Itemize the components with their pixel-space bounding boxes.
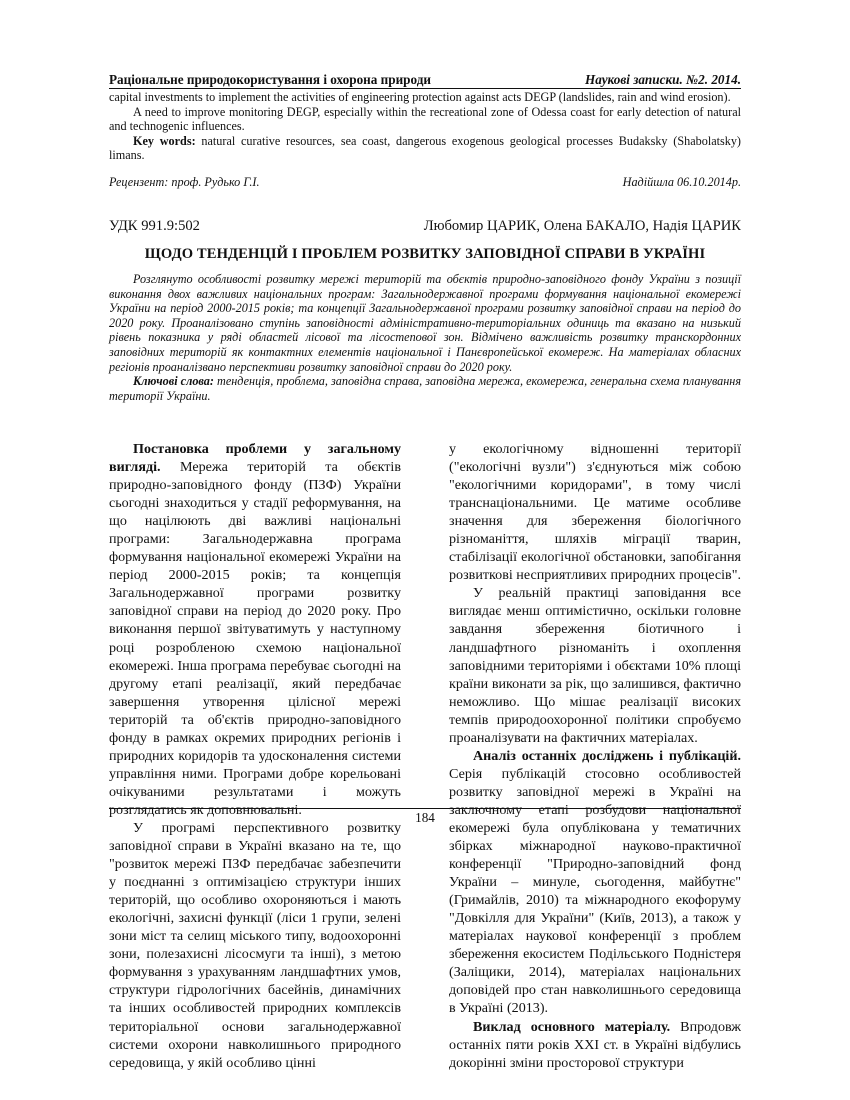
- body-paragraph: у екологічному відношенні території ("екологічні вузли") з'єднуються між собою "екологічними коридорами", в тому числі транснаціональними. Це матиме особливе значення для збереження біологічного різноманіття, шляхів міграції тварин, стабілізації екологічної обстановки, запобігання розвиткові несприятливих природних процесів".: [449, 441, 741, 584]
- keywords-label: Ключові слова:: [133, 374, 214, 389]
- keywords-text: тенденція, проблема, заповідна справа, заповідна мережа, екомережа, генеральна схема планування території України.: [109, 374, 742, 403]
- prev-abstract-paragraph: capital investments to implement the activities of engineering protection against acts DEGP (landslides, rain and wind erosion).: [109, 90, 731, 104]
- prev-keywords-label: Key words:: [133, 133, 196, 148]
- prev-keywords: [109, 134, 741, 163]
- article-body: [109, 440, 741, 1072]
- footer-rule: [109, 808, 741, 809]
- journal-issue: Наукові записки. №2. 2014.: [585, 72, 741, 87]
- received-date: Надійшла 06.10.2014р.: [622, 174, 741, 189]
- section-heading: Аналіз останніх досліджень і публікацій.: [473, 747, 741, 764]
- paragraph-text: Мережа територій та обєктів природно-заповідного фонду (ПЗФ) України сьогодні знаходиться у стадії реформування, на що націлюють дві важливі національні програми: Загальнодержавна програма формування національної екомережі України на період 2000-2015 років; та концепція Загальнодержавної програми розвитку заповідної справи на період до 2020 року. Про виконання першої звітуватимуть у наступному році розробленою схемою національної екомережі. Інша програма перебуває сьогодні на другому етапі реалізації, який передбачає завершення утворення цілісної мережі територій та об'єктів природно-заповідного фонду в рамках окремих природних регіонів і природних коридорів та удосконалення системи управління ними. Програми добре корельовані очікуваними результатами і можуть розглядатись як доповнювальні.: [109, 459, 401, 818]
- body-paragraph: У реальній практиці заповідання все виглядає менш оптимістично, оскільки головне завдання збереження біотичного і ландшафтного різноманіть і охоплення заповідними територіями і обєктами 10% площі країни виконати за рік, що залишився, фактично неможливо. Що мішає реалізації високих темпів природоохоронної політики спробуємо проаналізувати на фактичних матеріалах.: [449, 585, 741, 746]
- abstract-text: Розглянуто особливості розвитку мережі територій та обєктів природно-заповідного фонду України з позиції виконання двох важливих національних програм: Загальнодержавної програми формування національної екомережі України на період 2000-2015 років; та концепції Загальнодержавної програми розвитку заповідної справи на період до 2020 року. Проаналізовано ступінь заповідності адміністративно-територіальних одиниць та вказано на низький рівень показника у ряді областей лісової та лісостепової зон. Відмічено важливість розвитку транскордонних заповідних територій як контактних елементів національної і Панєвропейської екомереж. На матеріалах обласних регіонів проаналізвано перспективи розвитку заповідної справи до 2020 року.: [109, 271, 741, 374]
- article-meta: [109, 218, 741, 235]
- body-paragraph: [449, 1018, 741, 1072]
- running-header: [109, 72, 741, 89]
- keywords: [109, 374, 741, 403]
- review-info: [109, 175, 741, 190]
- page-number: 184: [415, 810, 435, 825]
- prev-abstract-paragraph: A need to improve monitoring DEGP, especially within the recreational zone of Odessa coast for early detection of natural and technogenic influences.: [109, 104, 741, 134]
- right-column: [449, 440, 741, 1072]
- authors: Любомир ЦАРИК, Олена БАКАЛО, Надія ЦАРИК: [423, 217, 741, 234]
- article-title: ЩОДО ТЕНДЕНЦІЙ І ПРОБЛЕМ РОЗВИТКУ ЗАПОВІДНОЇ СПРАВИ В УКРАЇНІ: [144, 245, 706, 262]
- prev-keywords-text: natural curative resources, sea coast, dangerous exogenous geological processes Budaksky (Shabolatsky) limans.: [109, 133, 741, 163]
- journal-section-title: Раціональне природокористування і охорона природи: [109, 72, 431, 87]
- reviewer: Рецензент: проф. Рудько Г.І.: [109, 174, 260, 189]
- body-paragraph: У програмі перспективного розвитку заповідної справи в Україні вказано на те, що "розвиток мережі ПЗФ передбачає забезпечити у поєднанні з оптимізацією структури інших територій, що особливо охороняються і мають екологічні, захисні функції (ліси 1 групи, зелені зони міст та селищ міського типу, водоохоронні зони, полезахисні лісосмуги та інші), з метою формування з урахуванням ландшафтних умов, структури гідрологічних басейнів, динамічних та інших особливостей природних комплексів територіальної основи загальнодержавної системи охорони навколишнього природного середовища, у якій особливо цінні: [109, 819, 401, 1071]
- previous-article-abstract-end: [109, 90, 741, 163]
- body-paragraph: [449, 747, 741, 1018]
- body-paragraph: [109, 440, 401, 819]
- page: [109, 72, 741, 403]
- udk-code: УДК 991.9:502: [109, 217, 200, 234]
- section-heading: Постановка проблеми у загальному вигляді.: [109, 441, 401, 476]
- article-abstract: [109, 272, 741, 403]
- paragraph-text: Впродовж останніх пяти років ХХІ ст. в Україні відбулись докорінні зміни просторової структури: [449, 1018, 742, 1071]
- paragraph-text: Серія публікацій стосовно особливостей розвитку заповідної мережі в Україні на заключному етапі розбудови національної екомережі була опублікована у тематичних збірках міжнародної науково-практичної конференції "Природно-заповідний фонд України – минуле, сьогодення, майбутнє" (Гримайлів, 2010) та міжнародного екофоруму "Довкілля для України" (Київ, 2013), а також у матеріалах наукової конференції з проблем збереження екосистем Подільського Поднiстеря (Заліщики, 2014), матеріалах національних доповідей про стан навколишнього середовища в Україні (2013).: [449, 765, 741, 1017]
- section-heading: Виклад основного матеріалу.: [473, 1018, 671, 1035]
- left-column: [109, 440, 401, 1072]
